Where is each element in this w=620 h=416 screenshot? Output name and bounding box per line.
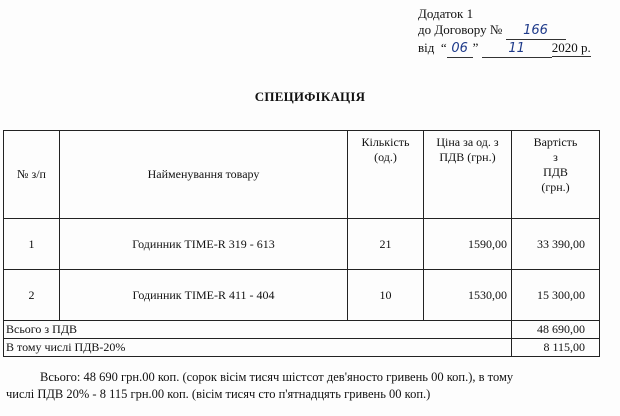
header-name: Найменування товару (60, 131, 348, 219)
document-title: СПЕЦИФІКАЦІЯ (254, 89, 366, 104)
header-total-line-4: (грн.) (541, 180, 570, 194)
row-total: 15 300,00 (512, 270, 600, 321)
header-qty: Кількість (од.) (348, 131, 424, 219)
row-qty: 21 (348, 219, 424, 270)
row-num: 2 (4, 270, 60, 321)
header-total (512, 131, 600, 219)
header-total-line-2: з (553, 150, 558, 164)
contract-number-line (418, 22, 591, 40)
total-value: 48 690,00 (512, 321, 600, 339)
vat-value: 8 115,00 (512, 339, 600, 357)
row-qty: 10 (348, 270, 424, 321)
row-name: Годинник TIME-R 411 - 404 (60, 270, 348, 321)
date-month: 11 (482, 41, 552, 58)
header-total-line-1: Вартість (533, 135, 578, 149)
amount-in-words (6, 369, 610, 403)
table-header-row (4, 131, 600, 219)
amount-line-2: числі ПДВ 20% - 8 115 грн.00 коп. (вісім тисяч сто п'ятнадцять гривень 00 коп.) (6, 387, 431, 401)
table-row (4, 270, 600, 321)
annex-label: Додаток 1 (418, 6, 474, 21)
row-total: 33 390,00 (512, 219, 600, 270)
vat-row (4, 339, 600, 357)
row-price: 1530,00 (424, 270, 512, 321)
total-label: Всього з ПДВ (4, 321, 512, 339)
contract-prefix: до Договору № (418, 22, 503, 37)
row-name: Годинник TIME-R 319 - 613 (60, 219, 348, 270)
date-year: 2020 р. (551, 40, 591, 55)
header-price: Ціна за од. з ПДВ (грн.) (424, 131, 512, 219)
annex-header (418, 6, 591, 58)
specification-table (3, 130, 600, 357)
contract-number: 166 (506, 23, 566, 40)
date-day: 06 (447, 41, 473, 58)
row-num: 1 (4, 219, 60, 270)
date-prefix: від (418, 40, 435, 55)
row-price: 1590,00 (424, 219, 512, 270)
amount-line-1: Всього: 48 690 грн.00 коп. (сорок вісім тисяч шістсот дев'яносто гривень 00 коп.), в тому (40, 370, 514, 384)
header-num: № з/п (4, 131, 60, 219)
total-row (4, 321, 600, 339)
table-row (4, 219, 600, 270)
vat-label: В тому числі ПДВ-20% (4, 339, 512, 357)
header-total-line-3: ПДВ (543, 165, 568, 179)
contract-date-line: від “ 06 ” 11 2020 р. (418, 40, 591, 56)
